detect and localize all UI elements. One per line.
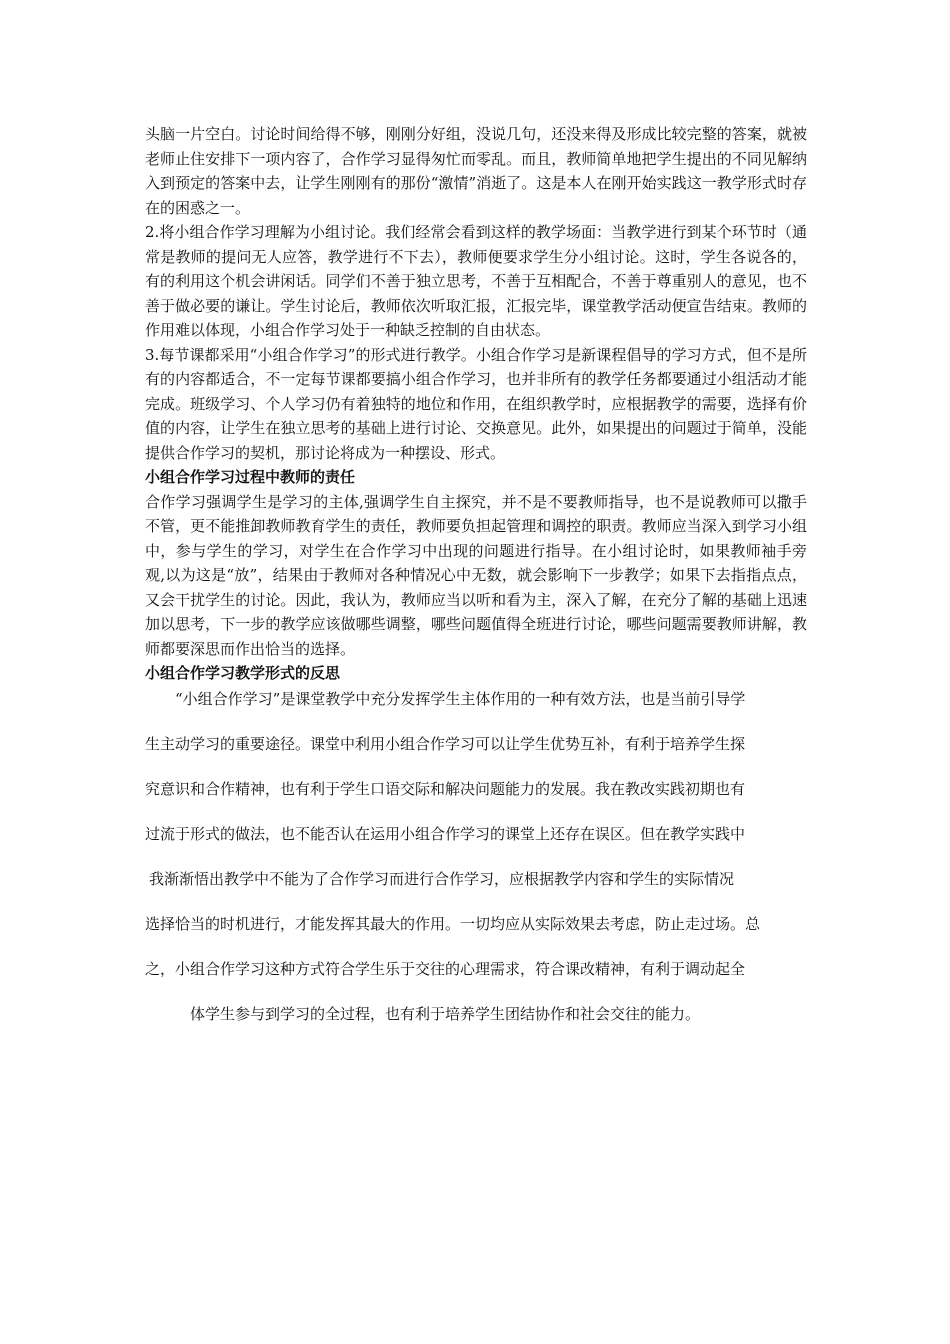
section-heading-reflection: 小组合作学习教学形式的反思 [145,664,341,682]
paragraph-1: 头脑一片空白。讨论时间给得不够，刚刚分好组，没说几句，还没来得及形成比较完整的答案，就被老师止住安排下一项内容了，合作学习显得匆忙而零乱。而且，教师简单地把学生提出的不同见解纳入到预定的答案中去，让学生刚刚有的那份“激情”消逝了。这是本人在刚开始实践这一教学形式时存在的困惑之一。 [145,125,807,217]
reflection-paragraph [145,689,807,1024]
reflection-line: 生主动学习的重要途径。课堂中利用小组合作学习可以让学生优势互补，有利于培养学生探 [145,734,746,753]
reflection-line: 究意识和合作精神，也有利于学生口语交际和解决问题能力的发展。我在教改实践初期也有 [145,779,746,798]
reflection-line: 过流于形式的做法，也不能否认在运用小组合作学习的课堂上还存在误区。但在教学实践中 [145,824,746,843]
paragraph-2: 2.将小组合作学习理解为小组讨论。我们经常会看到这样的教学场面：当教学进行到某个环节时（通常是教师的提问无人应答，教学进行不下去），教师便要求学生分小组讨论。这时，学生各说各的，有的利用这个机会讲闲话。同学们不善于独立思考，不善于互相配合，不善于尊重别人的意见，也不善于做必要的谦让。学生讨论后，教师依次听取汇报，汇报完毕，课堂教学活动便宣告结束。教师的作用难以体现，小组合作学习处于一种缺乏控制的自由状态。 [145,223,807,339]
section-heading-teacher-responsibility: 小组合作学习过程中教师的责任 [145,468,356,486]
paragraph-4: 合作学习强调学生是学习的主体,强调学生自主探究，并不是不要教师指导，也不是说教师可以撒手不管，更不能推卸教师教育学生的责任，教师要负担起管理和调控的职责。教师应当深入到学习小组中，参与学生的学习，对学生在合作学习中出现的问题进行指导。在小组讨论时，如果教师袖手旁观,以为这是“放”，结果由于教师对各种情况心中无数，就会影响下一步教学；如果下去指指点点，又会干扰学生的讨论。因此，我认为，教师应当以听和看为主，深入了解，在充分了解的基础上迅速加以思考，下一步的教学应该做哪些调整，哪些问题值得全班进行讨论，哪些问题需要教师讲解，教师都要深思而作出恰当的选择。 [145,492,807,658]
paragraph-3: 3.每节课都采用“小组合作学习”的形式进行教学。小组合作学习是新课程倡导的学习方式，但不是所有的内容都适合，不一定每节课都要搞小组合作学习，也并非所有的教学任务都要通过小组活动才能完成。班级学习、个人学习仍有着独特的地位和作用，在组织教学时，应根据教学的需要，选择有价值的内容，让学生在独立思考的基础上进行讨论、交换意见。此外，如果提出的问题过于简单，没能提供合作学习的契机，那讨论将成为一种摆设、形式。 [145,345,807,462]
reflection-line: 之，小组合作学习这种方式符合学生乐于交往的心理需求，符合课改精神，有利于调动起全 [145,959,746,978]
reflection-line: “小组合作学习”是课堂教学中充分发挥学生主体作用的一种有效方法，也是当前引导学 [175,689,746,708]
reflection-line: 体学生参与到学习的全过程，也有利于培养学生团结协作和社会交往的能力。 [190,1004,701,1023]
document-page [145,122,807,1049]
reflection-line: 选择恰当的时机进行，才能发挥其最大的作用。一切均应从实际效果去考虑，防止走过场。总 [145,914,761,933]
reflection-line: 我渐渐悟出教学中不能为了合作学习而进行合作学习，应根据教学内容和学生的实际情况 [149,869,735,888]
